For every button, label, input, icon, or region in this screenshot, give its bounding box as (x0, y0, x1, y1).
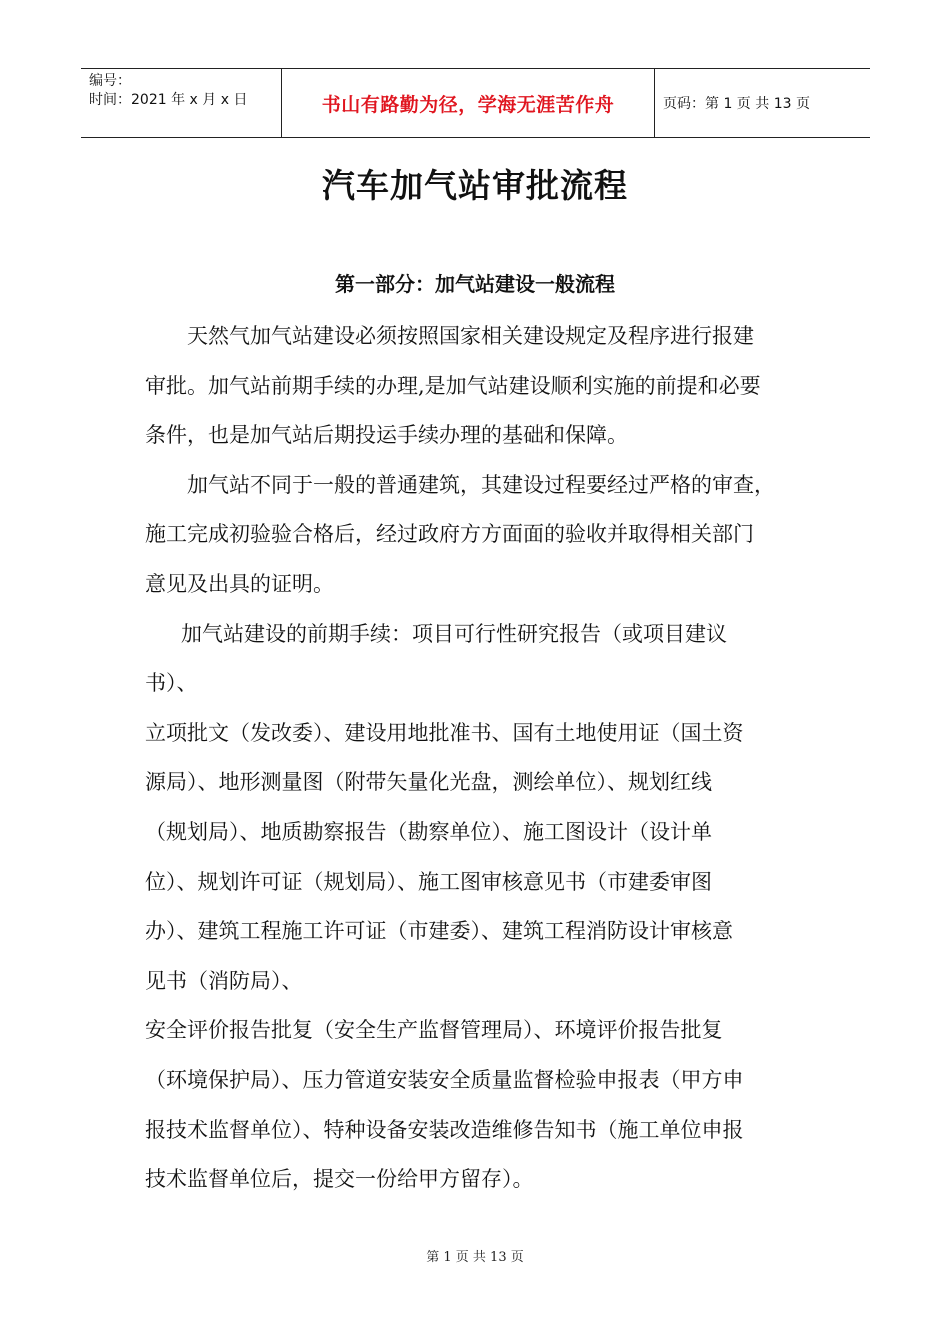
paragraph-line: 安全评价报告批复（安全生产监督管理局）、环境评价报告批复 (145, 1018, 723, 1043)
header-motto-cell (281, 69, 655, 137)
document-title: 汽车加气站审批流程 (322, 166, 628, 205)
date-label: 时间：2021 年 x 月 x 日 (89, 92, 248, 108)
header-meta (81, 69, 281, 137)
paragraph-line: 办）、建筑工程施工许可证（市建委）、建筑工程消防设计审核意 (145, 919, 733, 944)
paragraph-line: 施工完成初验验合格后，经过政府方方面面的验收并取得相关部门 (145, 522, 754, 547)
paragraph-line: 报技术监督单位）、特种设备安装改造维修告知书（施工单位申报 (145, 1117, 744, 1142)
paragraph-line: （环境保护局）、压力管道安装安全质量监督检验申报表（甲方申 (145, 1067, 744, 1092)
paragraph-line: 加气站建设的前期手续：项目可行性研究报告（或项目建议 (181, 621, 727, 646)
paragraph-line: 位）、规划许可证（规划局）、施工图审核意见书（市建委审图 (145, 869, 712, 894)
paragraph-line: 技术监督单位后，提交一份给甲方留存）。 (145, 1167, 534, 1192)
paragraph-line: 源局）、地形测量图（附带矢量化光盘，测绘单位）、规划红线 (145, 770, 712, 795)
paragraph-line: 条件，也是加气站后期投运手续办理的基础和保障。 (145, 423, 628, 448)
page-footer: 第 1 页 共 13 页 (426, 1250, 524, 1265)
paragraph-line: 书）、 (145, 671, 198, 696)
number-label: 编号： (89, 73, 131, 89)
motto: 书山有路勤为径，学海无涯苦作舟 (321, 93, 615, 116)
paragraph-line: （规划局）、地质勘察报告（勘察单位）、施工图设计（设计单 (145, 819, 712, 844)
paragraph-line: 立项批文（发改委）、建设用地批准书、国有土地使用证（国土资 (145, 720, 744, 745)
header-table (81, 68, 870, 138)
body-text (145, 312, 815, 1205)
paragraph-line: 见书（消防局）、 (145, 968, 303, 993)
paragraph-line: 审批。加气站前期手续的办理,是加气站建设顺利实施的前提和必要 (145, 373, 761, 398)
paragraph-line: 加气站不同于一般的普通建筑，其建设过程要经过严格的审查， (187, 472, 775, 497)
paragraph-line: 天然气加气站建设必须按照国家相关建设规定及程序进行报建 (187, 324, 754, 348)
section-title: 第一部分：加气站建设一般流程 (335, 272, 615, 296)
header-page-cell (655, 69, 870, 137)
page-info: 页码：第 1 页 共 13 页 (663, 96, 810, 112)
paragraph-line: 意见及出具的证明。 (145, 571, 334, 596)
